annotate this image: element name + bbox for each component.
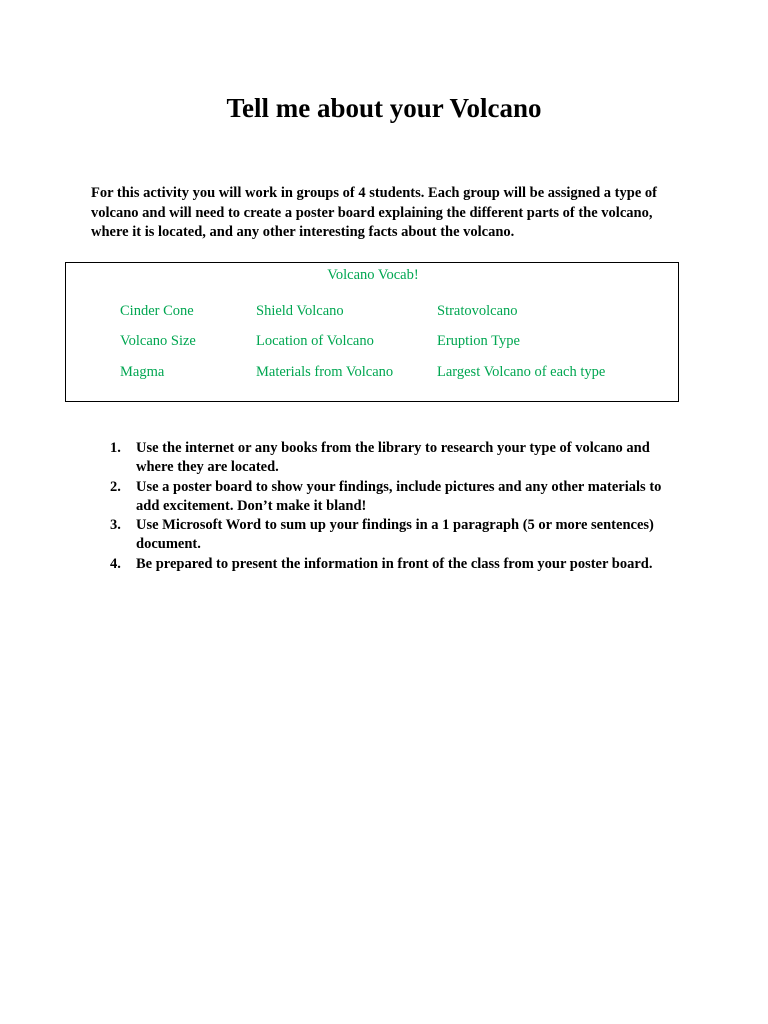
vocab-term: Largest Volcano of each type	[437, 364, 606, 380]
step-text: Use Microsoft Word to sum up your findings in a 1 paragraph (5 or more sentences) document.	[136, 517, 654, 553]
vocab-term: Stratovolcano	[437, 303, 518, 319]
vocab-box	[65, 262, 679, 402]
step-number: 1.	[110, 440, 121, 456]
vocab-term: Cinder Cone	[120, 303, 194, 319]
vocab-term: Location of Volcano	[256, 333, 374, 349]
vocab-term: Volcano Size	[120, 333, 196, 349]
vocab-grid	[120, 297, 637, 387]
step-number: 3.	[110, 517, 121, 534]
vocab-term: Materials from Volcano	[256, 364, 394, 380]
step-text: Use the internet or any books from the library to research your type of volcano and where they are located.	[136, 440, 650, 476]
vocab-row	[120, 358, 637, 387]
vocab-term: Magma	[120, 364, 165, 380]
vocab-title: Volcano Vocab!	[327, 267, 419, 283]
list-item	[110, 555, 685, 574]
step-number: 4.	[110, 555, 121, 572]
list-item	[110, 516, 685, 555]
vocab-term: Eruption Type	[437, 333, 520, 349]
vocab-row	[120, 327, 637, 356]
intro-paragraph: For this activity you will work in groups of 4 students. Each group will be assigned a type of volcano and will need to create a poster board explaining the different parts of the volcano, where it is located, and any other interesting facts about the volcano.	[91, 185, 657, 240]
list-item	[110, 439, 685, 478]
vocab-term: Shield Volcano	[256, 303, 344, 319]
vocab-row	[120, 297, 637, 326]
list-item	[110, 478, 685, 517]
instruction-list	[110, 439, 685, 574]
step-text: Use a poster board to show your findings, include pictures and any other materials to add excitement. Don’t make it bland!	[136, 478, 662, 514]
page-title: Tell me about your Volcano	[226, 93, 542, 123]
step-number: 2.	[110, 478, 121, 495]
step-text: Be prepared to present the information in front of the class from your poster board.	[136, 555, 653, 572]
